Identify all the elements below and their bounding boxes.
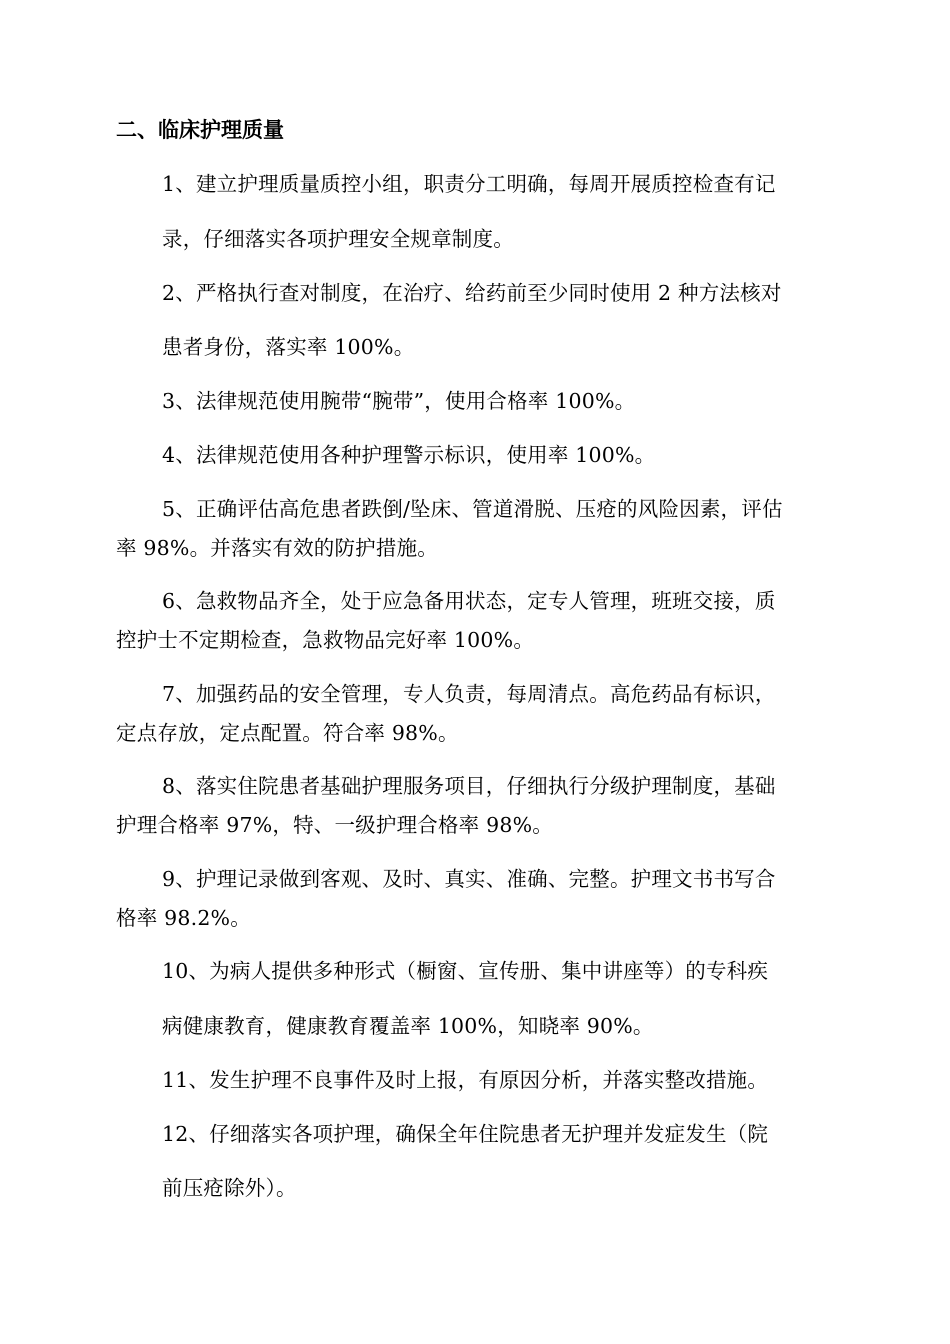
item-12-line-1: 12、仔细落实各项护理，确保全年住院患者无护理并发症发生（院: [162, 1122, 769, 1146]
item-2-line-1: 2、严格执行查对制度，在治疗、给药前至少同时使用 2 种方法核对: [162, 281, 782, 305]
item-4-line-1: 4、法律规范使用各种护理警示标识，使用率 100%。: [162, 443, 656, 467]
item-10-line-2: 病健康教育，健康教育覆盖率 100%，知晓率 90%。: [162, 1014, 654, 1038]
item-7-line-1: 7、加强药品的安全管理，专人负责，每周清点。高危药品有标识，: [162, 682, 776, 706]
item-12-line-2: 前压疮除外）。: [162, 1176, 297, 1200]
item-6-line-1: 6、急救物品齐全，处于应急备用状态，定专人管理，班班交接，质: [162, 589, 776, 613]
item-7-line-2: 定点存放，定点配置。符合率 98%。: [116, 721, 459, 745]
item-1-line-2: 录，仔细落实各项护理安全规章制度。: [162, 227, 514, 251]
item-8-line-1: 8、落实住院患者基础护理服务项目，仔细执行分级护理制度，基础: [162, 774, 776, 798]
item-9-line-2: 格率 98.2%。: [116, 906, 251, 930]
item-9-line-1: 9、护理记录做到客观、及时、真实、准确、完整。护理文书书写合: [162, 867, 776, 891]
item-5-line-2: 率 98%。并落实有效的防护措施。: [116, 536, 438, 560]
item-10-line-1: 10、为病人提供多种形式（橱窗、宣传册、集中讲座等）的专科疾: [162, 959, 769, 983]
item-1-line-1: 1、建立护理质量质控小组，职责分工明确，每周开展质控检查有记: [162, 172, 776, 196]
item-6-line-2: 控护士不定期检查，急救物品完好率 100%。: [116, 628, 535, 652]
item-11-line-1: 11、发生护理不良事件及时上报，有原因分析，并落实整改措施。: [162, 1068, 769, 1092]
item-5-line-1: 5、正确评估高危患者跌倒/坠床、管道滑脱、压疮的风险因素，评估: [162, 497, 783, 521]
item-2-line-2: 患者身份，落实率 100%。: [162, 335, 415, 359]
item-3-line-1: 3、法律规范使用腕带“腕带”，使用合格率 100%。: [162, 389, 636, 413]
section-title: 二、临床护理质量: [116, 118, 284, 142]
item-8-line-2: 护理合格率 97%，特、一级护理合格率 98%。: [116, 813, 553, 837]
